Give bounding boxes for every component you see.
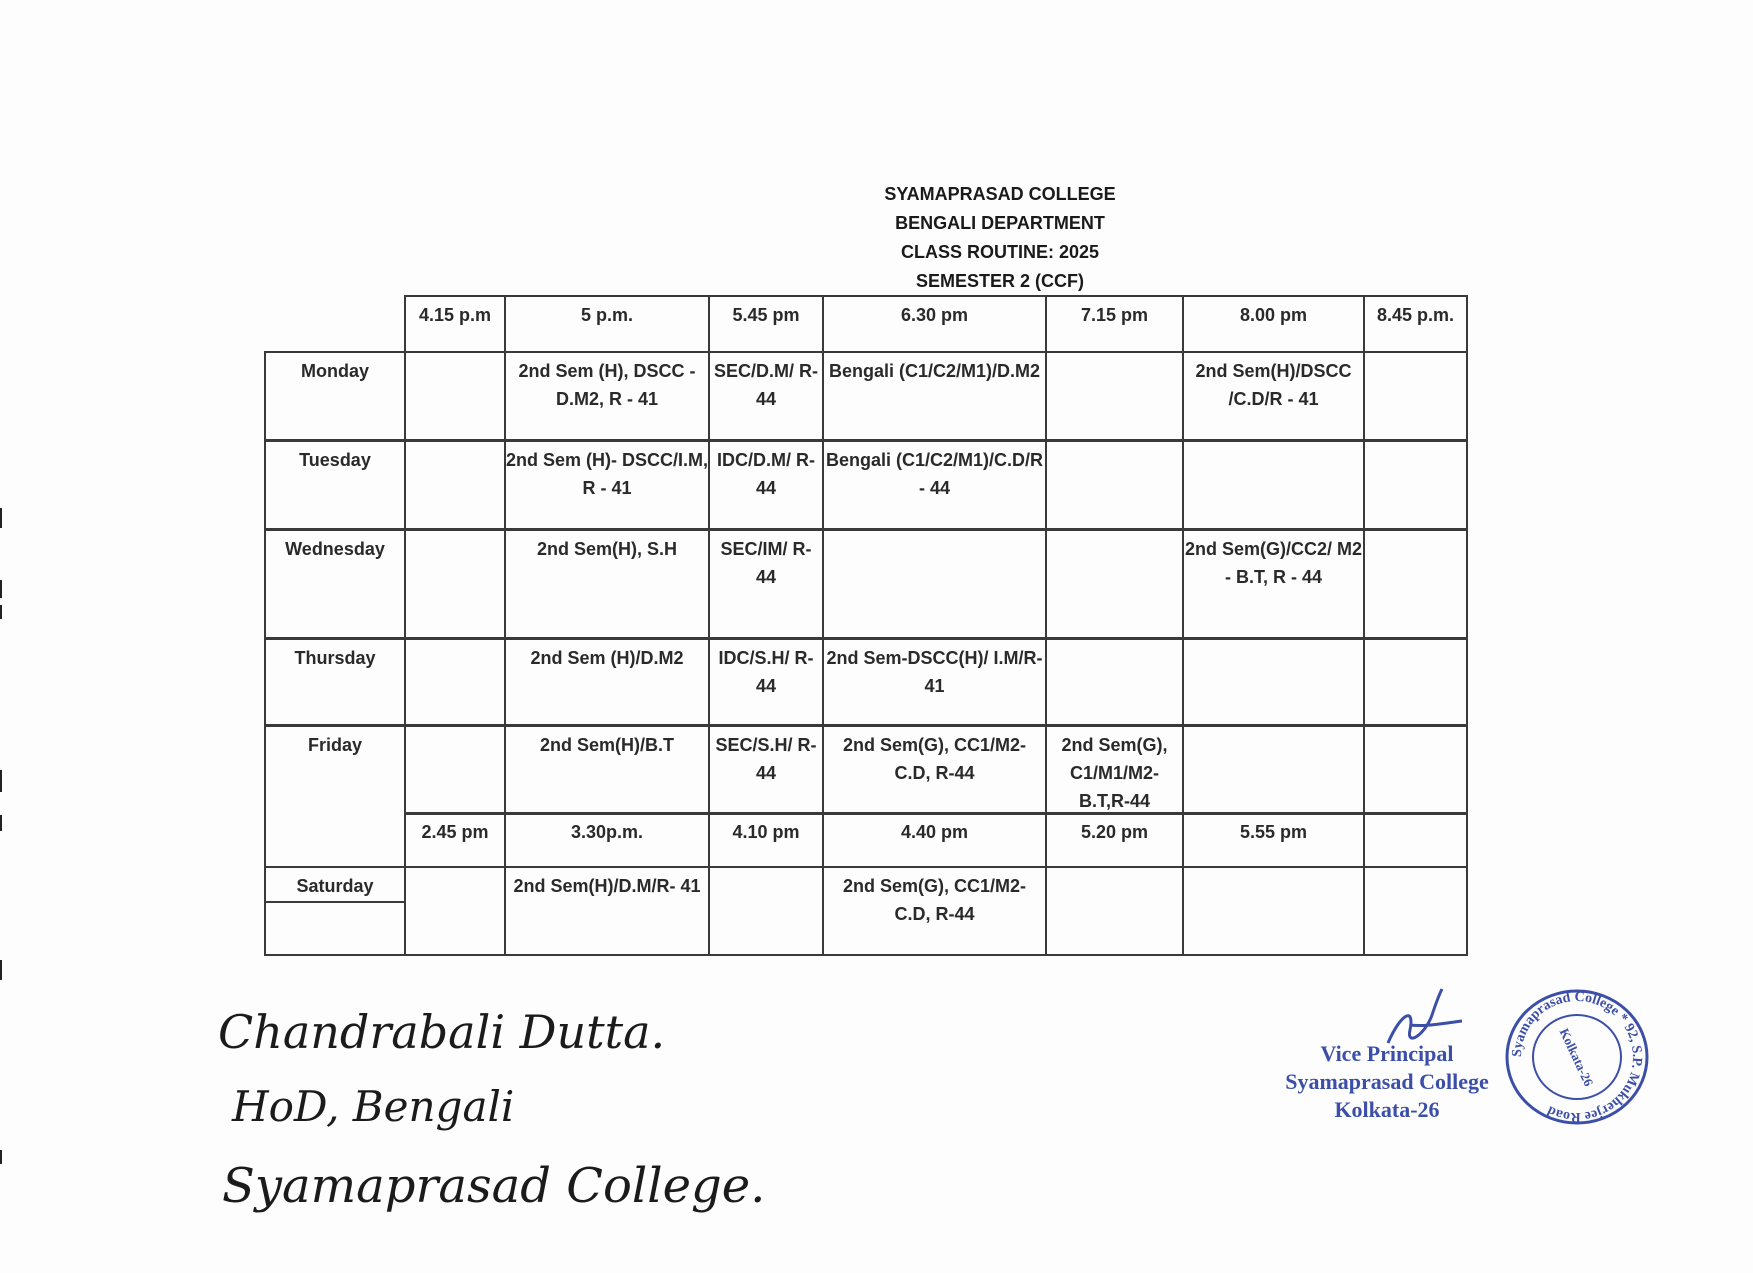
class-cell: Bengali (C1/C2/M1)/D.M2 (822, 351, 1047, 441)
time-slot-header: 7.15 pm (1045, 295, 1184, 353)
day-label-monday: Monday (264, 351, 406, 441)
class-cell: 2nd Sem(H), S.H (504, 529, 710, 639)
semester-title: SEMESTER 2 (CCF) (915, 271, 1084, 291)
class-cell (822, 529, 1047, 639)
svg-text:Kolkata-26: Kolkata-26 (1556, 1025, 1597, 1089)
class-cell (404, 351, 506, 441)
class-cell: 2nd Sem(H)/D.M/R- 41 (504, 866, 710, 956)
department-name: BENGALI DEPARTMENT (895, 213, 1105, 233)
time-slot-header: 4.15 p.m (404, 295, 506, 353)
day-label-thursday: Thursday (264, 638, 406, 726)
time-slot-header: 6.30 pm (822, 295, 1047, 353)
vice-principal-stamp (1262, 1040, 1512, 1124)
class-cell: SEC/D.M/ R-44 (708, 351, 824, 441)
class-cell (1182, 866, 1365, 956)
class-cell (1045, 529, 1184, 639)
class-cell (1045, 351, 1184, 441)
scan-mark (0, 508, 2, 528)
college-seal-icon (1503, 987, 1651, 1127)
class-cell (1363, 638, 1468, 726)
class-cell (1363, 440, 1468, 530)
class-cell: 2nd Sem(G)/CC2/ M2 - B.T, R - 44 (1182, 529, 1365, 639)
saturday-time-slot: 5.20 pm (1045, 812, 1184, 868)
day-label-tuesday: Tuesday (264, 440, 406, 530)
saturday-time-slot: 3.30p.m. (504, 812, 710, 868)
class-cell (1182, 638, 1365, 726)
class-cell: SEC/S.H/ R-44 (708, 725, 824, 815)
scan-mark (0, 580, 2, 598)
class-cell: IDC/S.H/ R- 44 (708, 638, 824, 726)
stamp-city: Kolkata-26 (1334, 1097, 1440, 1122)
class-cell (404, 725, 506, 815)
class-cell (1363, 351, 1468, 441)
class-cell: SEC/IM/ R- 44 (708, 529, 824, 639)
class-cell: 2nd Sem(G), CC1/M2- C.D, R-44 (822, 725, 1047, 815)
time-slot-header: 8.45 p.m. (1363, 295, 1468, 353)
time-slot-header: 5.45 pm (708, 295, 824, 353)
saturday-time-slot: 2.45 pm (404, 812, 506, 868)
class-cell (1363, 529, 1468, 639)
saturday-time-slot: 4.40 pm (822, 812, 1047, 868)
college-name: SYAMAPRASAD COLLEGE (884, 184, 1116, 204)
class-cell: IDC/D.M/ R-44 (708, 440, 824, 530)
class-cell: 2nd Sem-DSCC(H)/ I.M/R-41 (822, 638, 1047, 726)
class-cell (404, 638, 506, 726)
class-cell (1363, 725, 1468, 815)
svg-text:Syamaprasad College * 92, S.P.: Syamaprasad College * 92, S.P. Mukherjee Road (1509, 989, 1645, 1125)
scan-mark (0, 960, 2, 980)
class-cell (708, 866, 824, 956)
class-cell (1045, 638, 1184, 726)
class-cell (1045, 866, 1184, 956)
saturday-time-slot (1363, 812, 1468, 868)
class-cell (1182, 440, 1365, 530)
time-slot-header: 8.00 pm (1182, 295, 1365, 353)
scan-mark (0, 770, 2, 792)
hod-signature-title: HoD, Bengali (232, 1082, 515, 1131)
scan-mark (0, 1150, 2, 1164)
saturday-time-slot: 5.55 pm (1182, 812, 1365, 868)
hod-signature-name: Chandrabali Dutta. (218, 1005, 666, 1059)
class-cell: 2nd Sem (H), DSCC - D.M2, R - 41 (504, 351, 710, 441)
class-cell: 2nd Sem (H)- DSCC/I.M, R - 41 (504, 440, 710, 530)
saturday-time-slot: 4.10 pm (708, 812, 824, 868)
class-cell: Bengali (C1/C2/M1)/C.D/R - 44 (822, 440, 1047, 530)
stamp-title: Vice Principal (1320, 1041, 1454, 1066)
day-label-saturday: Saturday (264, 866, 406, 956)
class-cell: 2nd Sem(G), CC1/M2- C.D, R-44 (822, 866, 1047, 956)
scan-mark (0, 815, 2, 831)
class-cell (404, 529, 506, 639)
stamp-college: Syamaprasad College (1285, 1069, 1489, 1094)
scan-mark (0, 605, 2, 619)
class-cell: 2nd Sem (H)/D.M2 (504, 638, 710, 726)
class-cell (1363, 866, 1468, 956)
time-slot-header: 5 p.m. (504, 295, 710, 353)
class-cell (404, 866, 506, 956)
routine-title: CLASS ROUTINE: 2025 (900, 242, 1100, 262)
class-cell (1182, 725, 1365, 815)
day-label-wednesday: Wednesday (264, 529, 406, 639)
class-cell (1045, 440, 1184, 530)
class-cell: 2nd Sem(G), C1/M1/M2- B.T,R-44 (1045, 725, 1184, 815)
day-label-friday: Friday (264, 725, 406, 903)
hod-signature-college: Syamaprasad College. (222, 1158, 766, 1214)
class-cell: 2nd Sem(H)/B.T (504, 725, 710, 815)
class-cell: 2nd Sem(H)/DSCC /C.D/R - 41 (1182, 351, 1365, 441)
class-cell (404, 440, 506, 530)
